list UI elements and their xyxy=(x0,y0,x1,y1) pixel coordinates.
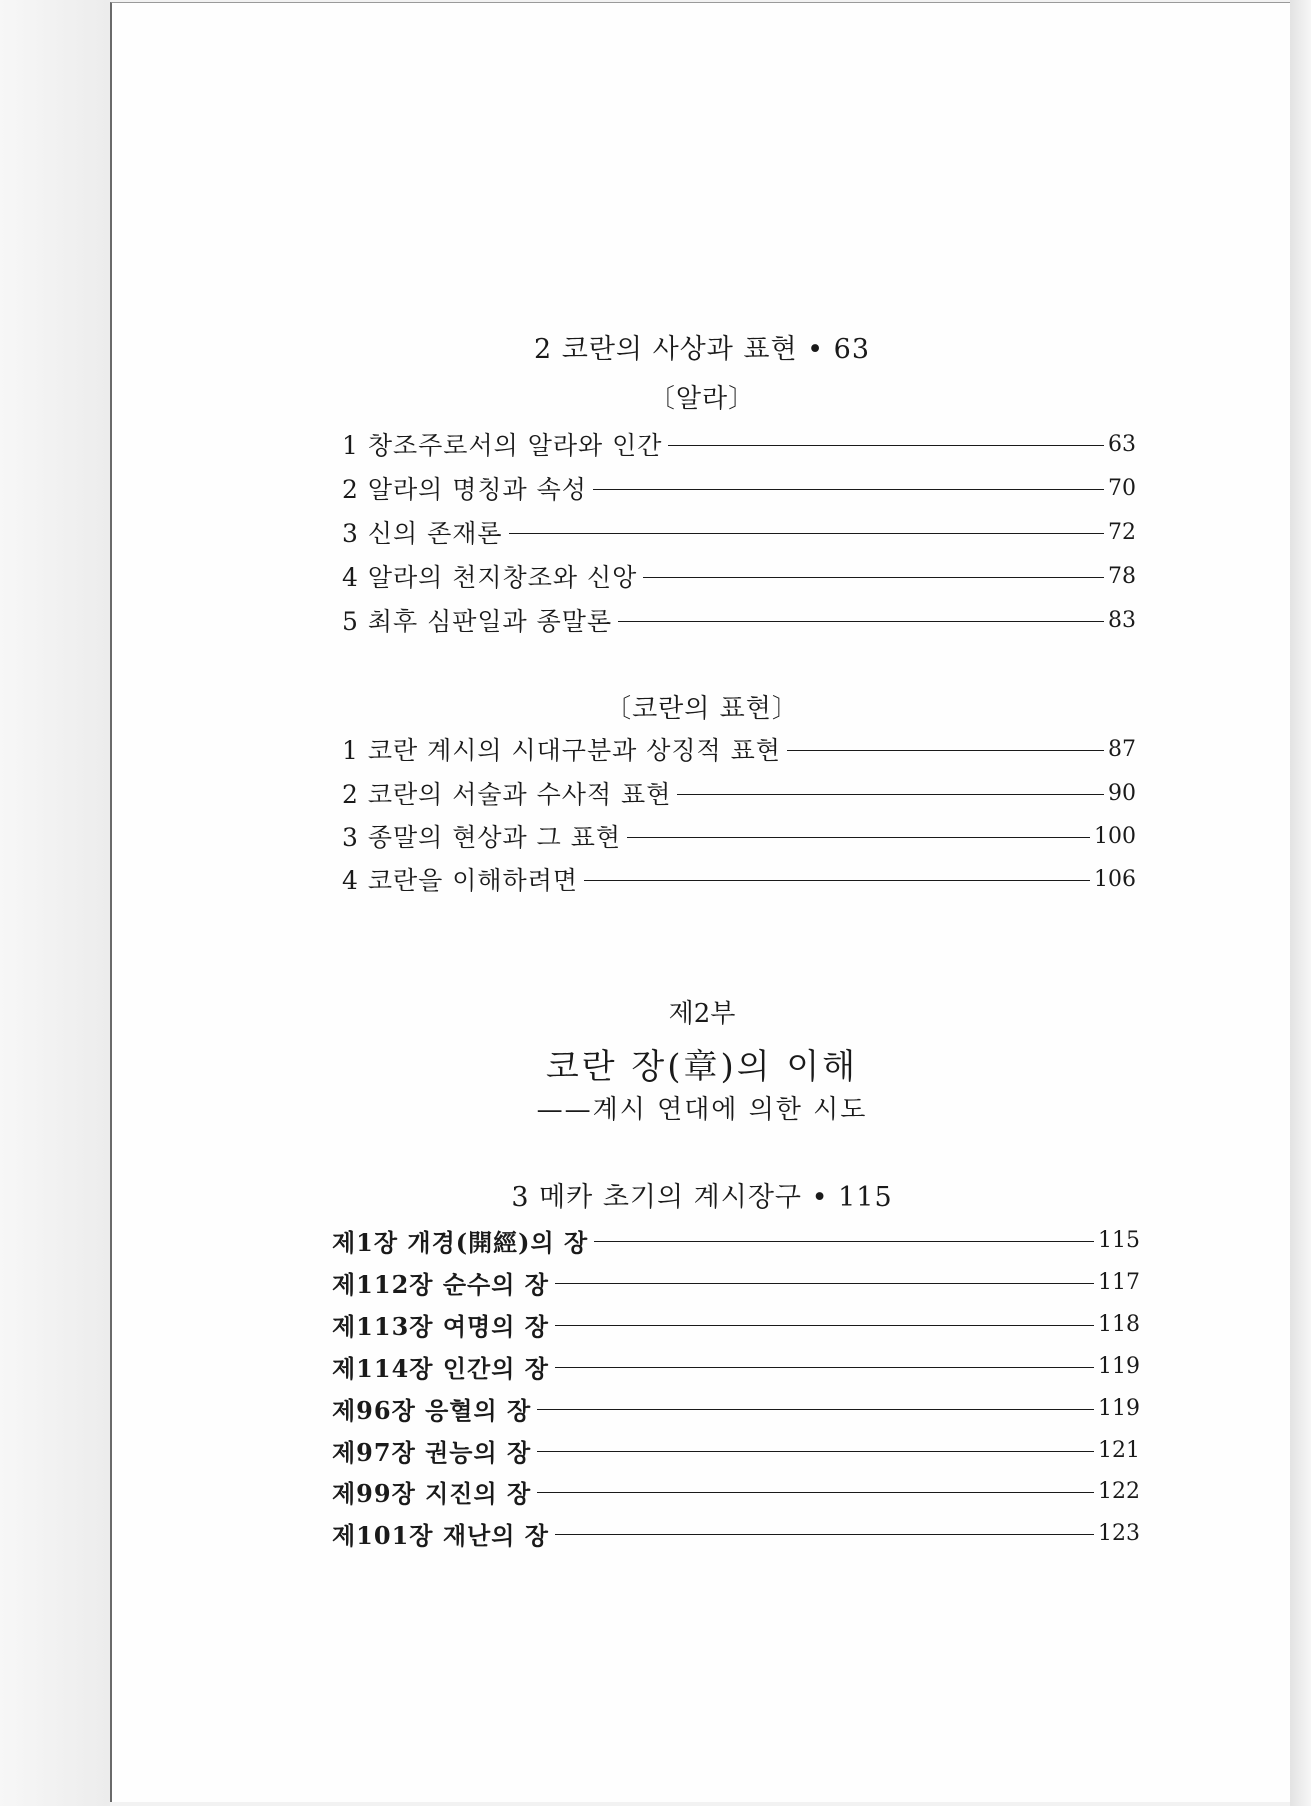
dot-leader xyxy=(555,1283,1094,1284)
dot-leader xyxy=(509,533,1104,534)
dot-leader xyxy=(584,880,1090,881)
part-2-subtitle: ——계시 연대에 의한 시도 xyxy=(536,1095,868,1125)
toc-entry[interactable] xyxy=(342,558,1136,594)
toc-entry-label: 제114장 인간의 장 xyxy=(332,1353,549,1383)
toc-entry[interactable] xyxy=(332,1432,1140,1468)
toc-entry-page: 70 xyxy=(1108,475,1136,501)
dot-leader xyxy=(555,1367,1094,1368)
toc-entry[interactable] xyxy=(332,1348,1140,1384)
part-2-label: 제2부 xyxy=(668,999,736,1029)
dot-leader xyxy=(643,577,1104,578)
toc-entry[interactable] xyxy=(342,861,1136,897)
dot-leader xyxy=(537,1451,1094,1452)
toc-entry[interactable] xyxy=(342,775,1136,811)
dot-leader xyxy=(668,445,1104,446)
toc-entry-page: 115 xyxy=(1098,1227,1140,1253)
document-page xyxy=(110,2,1290,1802)
toc-entry[interactable] xyxy=(332,1390,1140,1426)
toc-entry-label: 제96장 응혈의 장 xyxy=(332,1395,532,1425)
section-2-title: 2 코란의 사상과 표현 • 63 xyxy=(533,334,871,365)
toc-entry-page: 78 xyxy=(1108,563,1136,589)
left-margin xyxy=(0,0,110,1806)
toc-entry-page: 118 xyxy=(1098,1311,1140,1337)
toc-entry-label: 5 최후 심판일과 종말론 xyxy=(342,607,613,636)
toc-entry-label: 3 신의 존재론 xyxy=(342,519,503,548)
subsection-allah-title: 〔알라〕 xyxy=(648,384,756,414)
toc-entry[interactable] xyxy=(342,470,1136,506)
toc-entry-label: 제1장 개경(開經)의 장 xyxy=(332,1227,589,1257)
dot-leader xyxy=(555,1325,1094,1326)
toc-entry-label: 제97장 권능의 장 xyxy=(332,1437,532,1467)
toc-entry[interactable] xyxy=(332,1306,1140,1342)
toc-entry[interactable] xyxy=(342,426,1136,462)
toc-entry-label: 4 알라의 천지창조와 신앙 xyxy=(342,563,638,592)
toc-entry-page: 90 xyxy=(1108,780,1136,806)
page-edge-shadow xyxy=(1290,0,1311,1806)
toc-entry-page: 63 xyxy=(1108,431,1136,457)
toc-entry-label: 1 창조주로서의 알라와 인간 xyxy=(342,431,663,460)
toc-entry-page: 83 xyxy=(1108,607,1136,633)
toc-entry-label: 제113장 여명의 장 xyxy=(332,1311,549,1341)
toc-entry-label: 제112장 순수의 장 xyxy=(332,1269,549,1299)
toc-entry-label: 1 코란 계시의 시대구분과 상징적 표현 xyxy=(342,736,781,765)
toc-entry-label: 제101장 재난의 장 xyxy=(332,1520,549,1550)
toc-entry[interactable] xyxy=(342,818,1136,854)
toc-entry-page: 119 xyxy=(1098,1353,1140,1379)
part-2-title: 코란 장(章)의 이해 xyxy=(545,1047,859,1087)
toc-entry[interactable] xyxy=(342,514,1136,550)
toc-entry-page: 87 xyxy=(1108,736,1136,762)
dot-leader xyxy=(618,621,1104,622)
toc-entry-page: 119 xyxy=(1098,1395,1140,1421)
dot-leader xyxy=(593,489,1104,490)
toc-entry[interactable] xyxy=(332,1264,1140,1300)
subsection-expression-title: 〔코란의 표현〕 xyxy=(605,694,799,724)
toc-entry-label: 제99장 지진의 장 xyxy=(332,1478,532,1508)
dot-leader xyxy=(627,837,1090,838)
toc-entry-label: 2 알라의 명칭과 속성 xyxy=(342,475,587,504)
dot-leader xyxy=(555,1534,1094,1535)
toc-entry-label: 4 코란을 이해하려면 xyxy=(342,866,578,895)
toc-entry-page: 106 xyxy=(1094,866,1136,892)
dot-leader xyxy=(537,1492,1094,1493)
dot-leader xyxy=(594,1241,1094,1242)
toc-entry-page: 100 xyxy=(1094,823,1136,849)
toc-entry-label: 3 종말의 현상과 그 표현 xyxy=(342,823,622,852)
toc-entry[interactable] xyxy=(332,1473,1140,1509)
toc-entry-page: 121 xyxy=(1098,1437,1140,1463)
dot-leader xyxy=(787,750,1104,751)
section-3-title: 3 메카 초기의 계시장구 • 115 xyxy=(511,1182,893,1213)
toc-entry-page: 117 xyxy=(1098,1269,1140,1295)
dot-leader xyxy=(677,794,1104,795)
toc-entry-page: 72 xyxy=(1108,519,1136,545)
toc-entry-label: 2 코란의 서술과 수사적 표현 xyxy=(342,780,672,809)
toc-entry[interactable] xyxy=(342,731,1136,767)
toc-entry[interactable] xyxy=(342,602,1136,638)
toc-entry[interactable] xyxy=(332,1515,1140,1551)
toc-entry-page: 123 xyxy=(1098,1520,1140,1546)
dot-leader xyxy=(537,1409,1094,1410)
toc-entry[interactable] xyxy=(332,1222,1140,1258)
toc-entry-page: 122 xyxy=(1098,1478,1140,1504)
